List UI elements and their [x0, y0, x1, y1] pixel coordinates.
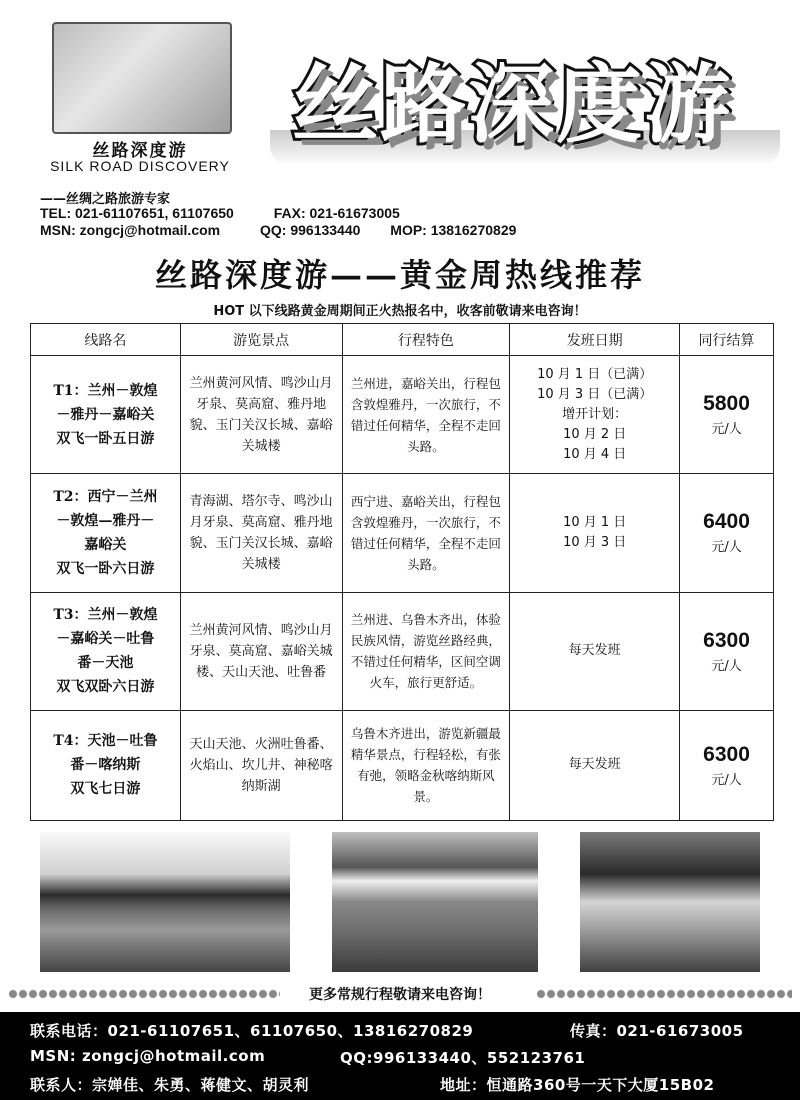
brand-title: 丝路深度游	[292, 55, 732, 155]
price-value: 6300	[703, 628, 750, 652]
route-name-line: T2：西宁－兰州	[53, 488, 158, 505]
qq-text: QQ: 996133440	[260, 222, 361, 238]
route-name-line: T4：天池－吐鲁	[53, 733, 158, 750]
route-dates	[510, 592, 680, 710]
route-name-line: 嘉峪关	[84, 536, 127, 553]
header-dates: 发班日期	[510, 324, 680, 356]
price-value: 5800	[703, 392, 750, 416]
footer-line-2	[30, 1047, 586, 1067]
route-name-line: 双飞一卧五日游	[56, 430, 155, 447]
header-features: 行程特色	[342, 324, 510, 356]
tagline: ——丝绸之路旅游专家	[40, 192, 171, 207]
date-line: 10 月 1 日（已满）	[537, 366, 653, 382]
footer-line-3	[30, 1074, 715, 1095]
footer-msn: MSN: zongcj@hotmail.com	[30, 1047, 266, 1065]
date-line: 10 月 3 日（已满）	[537, 386, 653, 402]
price-value: 6300	[703, 742, 750, 766]
route-sights: 青海湖、塔尔寺、鸣沙山月牙泉、莫高窟、雅丹地貌、玉门关汉长城、嘉峪关城楼	[180, 474, 342, 592]
logo-english-name: SILK ROAD DISCOVERY	[50, 158, 230, 174]
header-sights: 游览景点	[180, 324, 342, 356]
table-row	[31, 710, 774, 820]
route-price	[680, 710, 774, 820]
footer-fax: 传真：021-61673005	[570, 1022, 744, 1040]
footer-contacts: 联系人：宗婵佳、朱勇、蒋健文、胡灵利	[30, 1076, 310, 1094]
route-name	[31, 710, 181, 820]
silk-road-map-image	[52, 22, 232, 134]
route-sights: 兰州黄河风情、鸣沙山月牙泉、莫高窟、雅丹地貌、玉门关汉长城、嘉峪关城楼	[180, 356, 342, 474]
price-value: 6400	[703, 510, 750, 534]
route-price	[680, 474, 774, 592]
date-line: 10 月 3 日	[563, 534, 627, 550]
msn-text: MSN: zongcj@hotmail.com	[40, 222, 221, 238]
date-line: 每天发班	[568, 643, 621, 659]
more-info-bar	[0, 984, 800, 1006]
header-route-name: 线路名	[31, 324, 181, 356]
date-line: 每天发班	[568, 757, 621, 773]
table-row	[31, 356, 774, 474]
date-line: 10 月 2 日	[563, 426, 627, 442]
contact-line-1	[40, 205, 436, 221]
route-name-line: T1：兰州－敦煌	[53, 382, 158, 399]
dots-divider-right	[536, 988, 792, 1000]
route-dates	[510, 710, 680, 820]
route-name-line: －敦煌—雅丹－	[56, 512, 155, 529]
table-row	[31, 474, 774, 592]
price-unit: 元/人	[711, 422, 742, 438]
table-row	[31, 592, 774, 710]
kanas-lake-photo	[580, 832, 760, 972]
header-price: 同行结算	[680, 324, 774, 356]
route-name	[31, 356, 181, 474]
route-name	[31, 592, 181, 710]
route-features: 兰州进，嘉峪关出，行程包含敦煌雅丹，一次旅行，不错过任何精华，全程不走回头路。	[342, 356, 510, 474]
route-sights: 兰州黄河风情、鸣沙山月牙泉、莫高窟、嘉峪关城楼、天山天池、吐鲁番	[180, 592, 342, 710]
logo-chinese-name: 丝路深度游	[92, 141, 188, 161]
route-name-line: 双飞七日游	[70, 781, 141, 798]
mop-text: MOP: 13816270829	[390, 222, 517, 238]
footer-contact-bar	[0, 1012, 800, 1100]
footer-phone: 联系电话：021-61107651、61107650、13816270829	[30, 1022, 474, 1040]
route-dates	[510, 474, 680, 592]
route-name-line: 双飞双卧六日游	[56, 679, 155, 696]
date-line: 10 月 1 日	[563, 514, 627, 530]
route-features: 西宁进、嘉峪关出，行程包含敦煌雅丹，一次旅行，不错过任何精华，全程不走回头路。	[342, 474, 510, 592]
more-info-text: 更多常规行程敬请来电咨询！	[309, 987, 491, 1003]
route-name-line: 双飞一卧六日游	[56, 560, 155, 577]
route-features: 兰州进、乌鲁木齐出，体验民族风情，游览丝路经典，不错过任何精华，区间空调火车，旅行更舒适。	[342, 592, 510, 710]
table-header-row	[31, 324, 774, 356]
route-name-line: －嘉峪关－吐鲁	[56, 631, 155, 648]
contact-line-2	[40, 222, 552, 238]
route-name	[31, 474, 181, 592]
fax-text: FAX: 021-61673005	[273, 205, 400, 221]
route-features: 乌鲁木齐进出，游览新疆最精华景点，行程轻松，有张有弛，领略金秋喀纳斯风景。	[342, 710, 510, 820]
promo-title: 丝路深度游——黄金周热线推荐	[154, 256, 645, 294]
price-unit: 元/人	[711, 540, 742, 556]
footer-address: 地址：恒通路360号一天下大厦15B02	[440, 1076, 715, 1094]
route-name-line: T3：兰州－敦煌	[53, 607, 158, 624]
price-unit: 元/人	[711, 772, 742, 788]
footer-qq: QQ:996133440、552123761	[340, 1049, 586, 1067]
crescent-lake-photo	[40, 832, 290, 972]
grassland-cattle-photo	[332, 832, 538, 972]
tel-text: TEL: 021-61107651, 61107650	[40, 205, 234, 221]
company-logo	[40, 18, 240, 178]
route-name-line: 番－天池	[77, 655, 134, 672]
hot-notice: HOT 以下线路黄金周期间正火热报名中，收客前敬请来电咨询！	[213, 304, 587, 319]
routes-table	[30, 323, 774, 821]
price-unit: 元/人	[711, 658, 742, 674]
route-name-line: 番－喀纳斯	[70, 757, 141, 774]
date-line: 10 月 4 日	[563, 446, 627, 462]
route-price	[680, 356, 774, 474]
route-dates	[510, 356, 680, 474]
footer-line-1	[30, 1020, 744, 1041]
date-line: 增开计划：	[562, 406, 628, 422]
route-price	[680, 592, 774, 710]
route-sights: 天山天池、火洲吐鲁番、火焰山、坎儿井、神秘喀纳斯湖	[180, 710, 342, 820]
route-name-line: －雅丹－嘉峪关	[56, 406, 155, 423]
